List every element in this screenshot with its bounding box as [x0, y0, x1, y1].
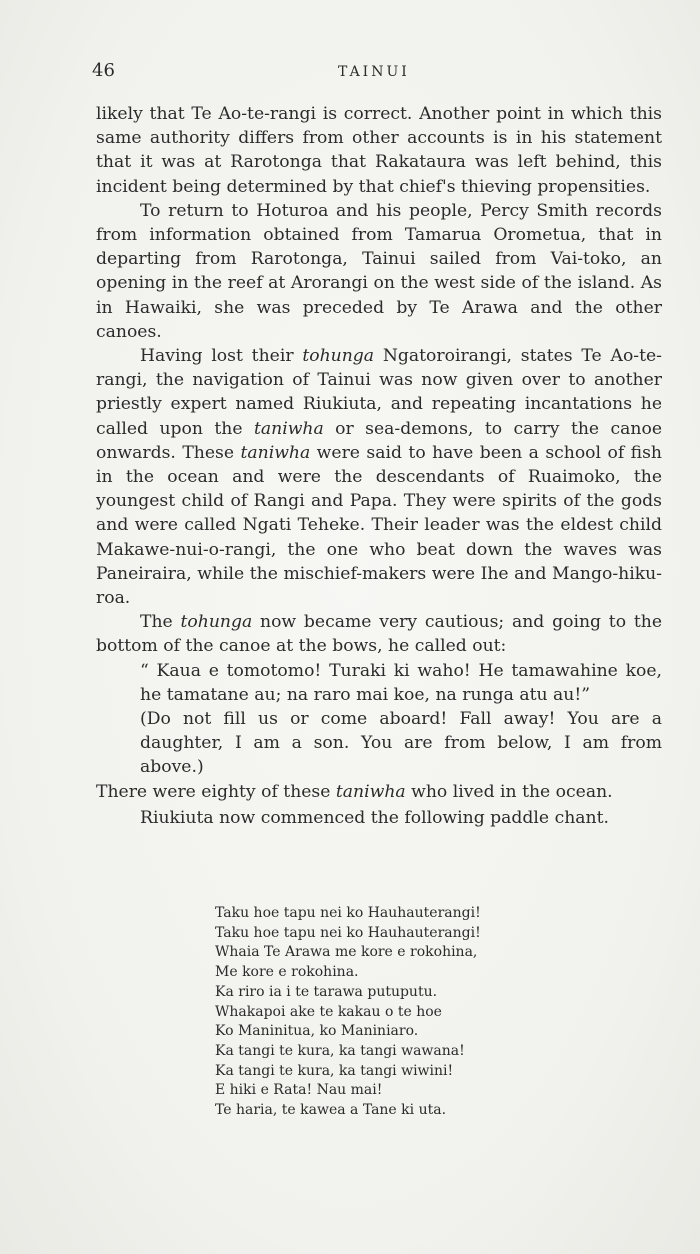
- quote-english: (Do not fill us or come aboard! Fall away! You are a daughter, I am a son. You are from below, I am from above.): [140, 709, 662, 778]
- chant-line: Ka tangi te kura, ka tangi wiwini!: [215, 1062, 454, 1079]
- chant-line: Te haria, te kawea a Tane ki uta.: [215, 1102, 447, 1119]
- text-span: now became very cautious; and going to the bottom of the canoe at the bows, he called out:: [96, 612, 662, 657]
- quote-maori: “ Kaua e tomotomo! Turaki ki waho! He tamawahine koe, he tamatane au; na raro mai koe, na runga atu au!”: [140, 660, 662, 705]
- chant-line: Whaia Te Arawa me kore e rokohina,: [215, 944, 478, 961]
- paragraph-continuation: likely that Te Ao-te-rangi is correct. Another point in which this same authority differs from other accounts is in his statement that it was at Rarotonga that Rakataura was left behind, this incident being determined by that chief's thieving propensities.: [96, 104, 662, 197]
- chant-line: Ko Maninitua, ko Maniniaro.: [215, 1023, 419, 1040]
- text-span: The: [140, 612, 181, 633]
- paragraph-chant-intro: Riukiuta now commenced the following paddle chant.: [140, 807, 609, 828]
- text-span: who lived in the ocean.: [405, 781, 613, 802]
- chant-line: Whakapoi ake te kakau o te hoe: [215, 1003, 442, 1020]
- text-span: were said to have been a school of fish in the ocean and were the descendants of Ruaimoko, the youngest child of Rangi and Papa. They were spirits of the gods and were called Ngati Teheke. Their leader was the eldest child Makawe-nui-o-rangi, the one who beat down the waves was Paneiraira, while the mischief-makers were Ihe and Mango-hiku-roa.: [96, 442, 662, 609]
- paragraph-eighty-taniwha: [96, 780, 662, 804]
- italic-term: tohunga: [302, 346, 375, 367]
- paragraph-tohunga-cautious: [96, 610, 662, 658]
- running-title: TAINUI: [338, 64, 410, 80]
- paragraph-hoturoa: To return to Hoturoa and his people, Percy Smith records from information obtained from Tamarua Orometua, that in departing from Rarotonga, Tainui sailed from Vai-toko, an opening in the reef at Arorangi on the west side of the island. As in Hawaiki, she was preceded by Te Arawa and the other canoes.: [96, 200, 662, 342]
- italic-term: taniwha: [253, 418, 324, 439]
- italic-term: tohunga: [180, 612, 253, 633]
- text-span: Ngatoroirangi, states Te Ao-te-rangi, the navigation of Tainui was now given over to another priestly expert named Riukiuta, and repeating incantations he called upon the: [96, 346, 662, 439]
- chant-line: Taku hoe tapu nei ko Hauhauterangi!: [215, 905, 481, 921]
- text-span: Having lost their: [140, 346, 303, 367]
- chant-line: Ka riro ia i te tarawa putuputu.: [215, 983, 438, 1000]
- chant-line: Taku hoe tapu nei ko Hauhauterangi!: [215, 924, 481, 941]
- chant-line: Ka tangi te kura, ka tangi wawana!: [215, 1042, 465, 1059]
- chant-line: E hiki e Rata! Nau mai!: [215, 1082, 383, 1099]
- page-header: [92, 60, 662, 86]
- body-text: [96, 102, 662, 830]
- chant-line: Me kore e rokohina.: [215, 964, 359, 981]
- text-span: or sea-demons, to carry the canoe onwards. These: [96, 418, 662, 463]
- paragraph-riukiuta: [96, 344, 662, 610]
- text-span: There were eighty of these: [96, 781, 336, 802]
- italic-term: taniwha: [240, 442, 311, 463]
- paddle-chant: [215, 904, 655, 1121]
- page-number: 46: [92, 60, 115, 81]
- italic-term: taniwha: [335, 781, 406, 802]
